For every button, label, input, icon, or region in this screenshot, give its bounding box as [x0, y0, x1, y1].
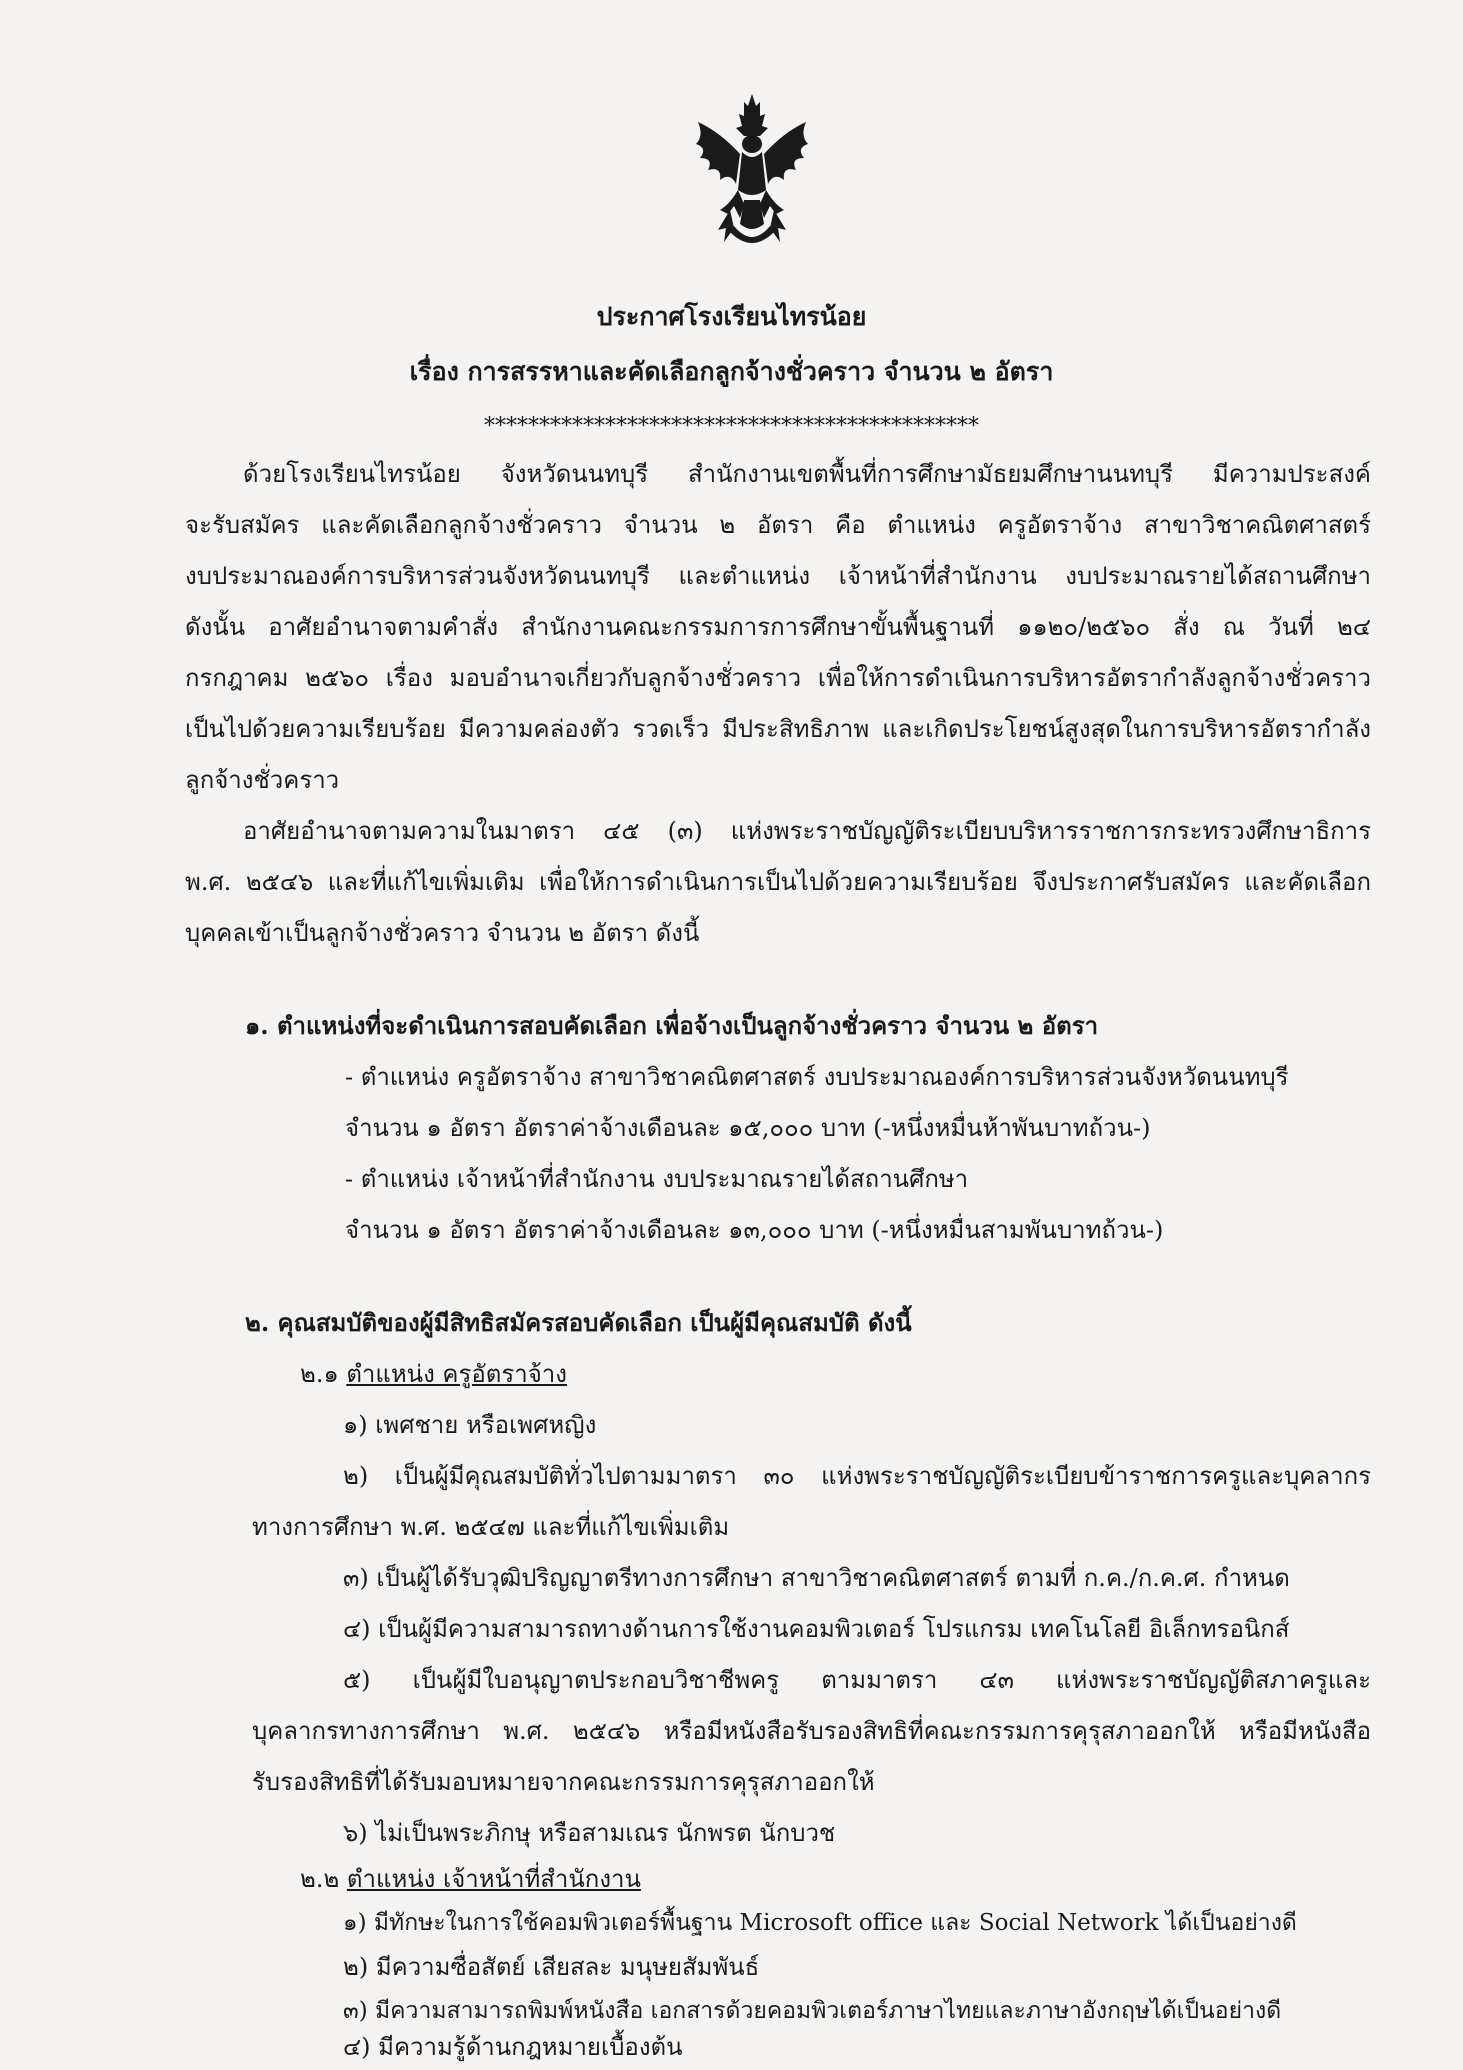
authority-line: พ.ศ. ๒๕๔๖ และที่แก้ไขเพิ่มเติม เพื่อให้การดำเนินการเป็นไปด้วยความเรียบร้อย จึงประกาศรับสมัคร และคัดเลือก: [185, 868, 1371, 896]
qualification-item: ๒) มีความซื่อสัตย์ เสียสละ มนุษยสัมพันธ์: [343, 1953, 760, 1981]
subsection-title: ตำแหน่ง ครูอัตราจ้าง: [346, 1360, 567, 1388]
section1-line: จำนวน ๑ อัตรา อัตราค่าจ้างเดือนละ ๑๕,๐๐๐ บาท (-หนึ่งหมื่นห้าพันบาทถ้วน-): [345, 1114, 1151, 1142]
qualification-item: ๔) เป็นผู้มีความสามารถทางด้านการใช้งานคอมพิวเตอร์ โปรแกรม เทคโนโลยี อิเล็กทรอนิกส์: [343, 1615, 1290, 1643]
qualification-item: รับรองสิทธิที่ได้รับมอบหมายจากคณะกรรมการคุรุสภาออกให้: [252, 1768, 875, 1796]
qualification-item: ๔) มีความรู้ด้านกฎหมายเบื้องต้น: [343, 2033, 683, 2061]
intro-line: เป็นไปด้วยความเรียบร้อย มีความคล่องตัว รวดเร็ว มีประสิทธิภาพ และเกิดประโยชน์สูงสุดในการบริหารอัตรากำลัง: [185, 715, 1371, 743]
qualification-item: บุคลากรทางการศึกษา พ.ศ. ๒๕๔๖ หรือมีหนังสือรับรองสิทธิที่คณะกรรมการคุรุสภาออกให้ หรือมีหนังสือ: [252, 1717, 1371, 1745]
intro-line: ด้วยโรงเรียนไทรน้อย จังหวัดนนทบุรี สำนักงานเขตพื้นที่การศึกษามัธยมศึกษานนทบุรี มีความประสงค์: [243, 460, 1371, 488]
subsection-2-1: [300, 1357, 567, 1391]
qualification-item: ๖) ไม่เป็นพระภิกษุ หรือสามเณร นักพรต นักบวช: [343, 1819, 836, 1847]
qualification-item: ๓) มีความสามารถพิมพ์หนังสือ เอกสารด้วยคอมพิวเตอร์ภาษาไทยและภาษาอังกฤษได้เป็นอย่างดี: [343, 1998, 1282, 2024]
intro-line: ดังนั้น อาศัยอำนาจตามคำสั่ง สำนักงานคณะกรรมการการศึกษาขั้นพื้นฐานที่ ๑๑๒๐/๒๕๖๐ สั่ง ณ วันที่ ๒๔: [185, 613, 1371, 641]
qualification-item: ๕) เป็นผู้มีใบอนุญาตประกอบวิชาชีพครู ตามมาตรา ๔๓ แห่งพระราชบัญญัติสภาครูและ: [343, 1666, 1371, 1694]
qualification-item: ทางการศึกษา พ.ศ. ๒๕๔๗ และที่แก้ไขเพิ่มเติม: [252, 1513, 730, 1541]
page-title: ประกาศโรงเรียนไทรน้อย: [596, 302, 867, 331]
subsection-title: ตำแหน่ง เจ้าหน้าที่สำนักงาน: [346, 1865, 641, 1893]
section1-heading: ๑. ตำแหน่งที่จะดำเนินการสอบคัดเลือก เพื่อจ้างเป็นลูกจ้างชั่วคราว จำนวน ๒ อัตรา: [245, 1011, 1099, 1040]
divider: *********************************************: [484, 414, 979, 439]
section2-heading-rest: เป็นผู้มีคุณสมบัติ ดังนี้: [681, 1308, 912, 1337]
subsection-2-2: [300, 1862, 641, 1896]
subsection-number: ๒.๑: [300, 1360, 347, 1388]
qualification-item: ๑) เพศชาย หรือเพศหญิง: [343, 1411, 597, 1439]
intro-line: ลูกจ้างชั่วคราว: [185, 766, 340, 794]
section2-heading-bold: ๒. คุณสมบัติของผู้มีสิทธิสมัครสอบคัดเลือก: [245, 1308, 682, 1337]
section1-line: จำนวน ๑ อัตรา อัตราค่าจ้างเดือนละ ๑๓,๐๐๐ บาท (-หนึ่งหมื่นสามพันบาทถ้วน-): [345, 1216, 1164, 1244]
subsection-number: ๒.๒: [300, 1865, 347, 1893]
intro-line: งบประมาณองค์การบริหารส่วนจังหวัดนนทบุรี และตำแหน่ง เจ้าหน้าที่สำนักงาน งบประมาณรายได้สถานศึกษา: [185, 562, 1371, 590]
subject-line: เรื่อง การสรรหาและคัดเลือกลูกจ้างชั่วคราว จำนวน ๒ อัตรา: [409, 357, 1054, 386]
authority-line: อาศัยอำนาจตามความในมาตรา ๔๕ (๓) แห่งพระราชบัญญัติระเบียบบริหารราชการกระทรวงศึกษาธิการ: [243, 817, 1371, 845]
qualification-item: ๒) เป็นผู้มีคุณสมบัติทั่วไปตามมาตรา ๓๐ แห่งพระราชบัญญัติระเบียบข้าราชการครูและบุคลากร: [343, 1462, 1371, 1490]
qualification-item: ๑) มีทักษะในการใช้คอมพิวเตอร์พื้นฐาน Microsoft office และ Social Network ได้เป็นอย่างดี: [343, 1910, 1297, 1936]
section2-heading: [245, 1306, 912, 1340]
section1-line: - ตำแหน่ง ครูอัตราจ้าง สาขาวิชาคณิตศาสตร์ งบประมาณองค์การบริหารส่วนจังหวัดนนทบุรี: [345, 1063, 1289, 1091]
intro-line: กรกฎาคม ๒๕๖๐ เรื่อง มอบอำนาจเกี่ยวกับลูกจ้างชั่วคราว เพื่อให้การดำเนินการบริหารอัตรากำลังลูกจ้างชั่วคราว: [185, 664, 1371, 692]
section1-line: - ตำแหน่ง เจ้าหน้าที่สำนักงาน งบประมาณรายได้สถานศึกษา: [345, 1165, 969, 1193]
intro-line: จะรับสมัคร และคัดเลือกลูกจ้างชั่วคราว จำนวน ๒ อัตรา คือ ตำแหน่ง ครูอัตราจ้าง สาขาวิชาคณิตศาสตร์: [185, 511, 1371, 539]
authority-line: บุคคลเข้าเป็นลูกจ้างชั่วคราว จำนวน ๒ อัตรา ดังนี้: [185, 919, 700, 947]
qualification-item: ๓) เป็นผู้ได้รับวุฒิปริญญาตรีทางการศึกษา สาขาวิชาคณิตศาสตร์ ตามที่ ก.ค./ก.ค.ศ. กำหนด: [343, 1564, 1290, 1592]
garuda-emblem-icon: [690, 92, 814, 250]
